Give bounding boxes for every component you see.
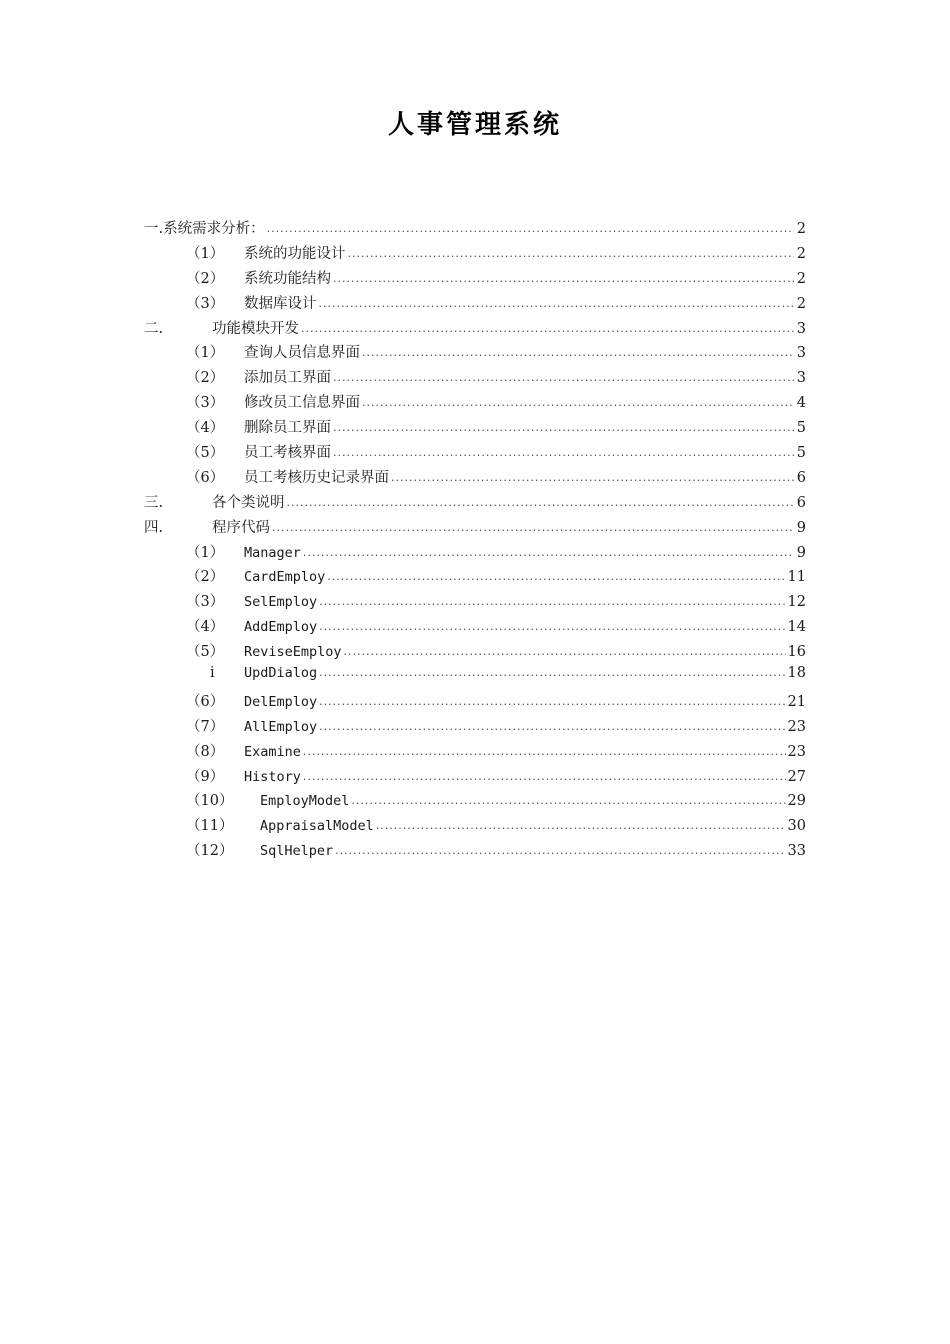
toc-entry[interactable] — [144, 640, 806, 665]
toc-label: 员工考核界面 — [244, 445, 331, 462]
toc-page-number: 23 — [787, 718, 806, 735]
toc-page-number: 12 — [787, 594, 806, 611]
toc-number: （9） — [186, 768, 225, 785]
toc-leader — [327, 570, 785, 583]
toc-number: （2） — [186, 370, 225, 387]
toc-entry[interactable] — [144, 541, 806, 566]
toc-entry[interactable] — [144, 267, 806, 292]
toc-page-number: 5 — [796, 420, 806, 437]
toc-entry[interactable] — [144, 317, 806, 342]
toc-leader — [333, 446, 794, 459]
toc-leader — [333, 272, 794, 285]
toc-leader — [303, 745, 786, 758]
toc-leader — [344, 645, 786, 658]
toc-number: 二. — [144, 320, 164, 337]
toc-label: Manager — [244, 544, 301, 561]
toc-label: 删除员工界面 — [244, 420, 331, 437]
toc-entry[interactable] — [144, 565, 806, 590]
toc-page-number: 4 — [796, 395, 806, 412]
toc-leader — [319, 695, 785, 708]
toc-number: 四. — [144, 519, 164, 536]
toc-page-number: 33 — [787, 843, 806, 860]
toc-leader — [303, 546, 794, 559]
toc-leader — [319, 297, 795, 310]
toc-page-number: 3 — [796, 320, 806, 337]
toc-entry[interactable] — [144, 690, 806, 715]
toc-page-number: 9 — [796, 544, 806, 561]
toc-entry[interactable] — [144, 765, 806, 790]
toc-label: Examine — [244, 743, 301, 760]
toc-page-number: 16 — [787, 644, 806, 661]
toc-number: （1） — [186, 544, 225, 561]
toc-number: （5） — [186, 644, 225, 661]
toc-page-number: 3 — [796, 345, 806, 362]
toc-page-number: 27 — [787, 768, 806, 785]
toc-entry[interactable] — [144, 665, 806, 690]
toc-entry[interactable] — [144, 491, 806, 516]
toc-page-number: 6 — [796, 469, 806, 486]
toc-page-number: 14 — [787, 619, 806, 636]
toc-leader — [376, 819, 786, 832]
toc-entry[interactable] — [144, 341, 806, 366]
toc-page-number: 2 — [796, 245, 806, 262]
toc-entry[interactable] — [144, 839, 806, 864]
toc-page-number: 29 — [787, 793, 806, 810]
toc-label: UpdDialog — [244, 665, 318, 682]
toc-label: 各个类说明 — [212, 494, 285, 511]
toc-entry[interactable] — [144, 366, 806, 391]
toc-number: （3） — [186, 594, 225, 611]
toc-label: 系统的功能设计 — [244, 245, 346, 262]
toc-number: （2） — [186, 569, 225, 586]
toc-leader — [319, 720, 785, 733]
toc-number: （1） — [186, 245, 225, 262]
toc-entry[interactable] — [144, 590, 806, 615]
toc-page-number: 18 — [787, 665, 806, 682]
toc-leader — [348, 247, 795, 260]
toc-leader — [335, 844, 785, 857]
toc-entry[interactable] — [144, 441, 806, 466]
toc-label: AddEmploy — [244, 619, 318, 636]
toc-entry[interactable] — [144, 242, 806, 267]
toc-number: （2） — [186, 270, 225, 287]
toc-number: （10） — [186, 793, 234, 810]
toc-label: 员工考核历史记录界面 — [244, 469, 389, 486]
toc-label: History — [244, 768, 301, 785]
toc-label: 查询人员信息界面 — [244, 345, 360, 362]
toc-page-number: 9 — [796, 519, 806, 536]
toc-entry[interactable] — [144, 715, 806, 740]
toc-entry[interactable] — [144, 516, 806, 541]
toc-label: DelEmploy — [244, 693, 318, 710]
toc-label: SqlHelper — [260, 843, 334, 860]
toc-number: （3） — [186, 295, 225, 312]
toc-number: （4） — [186, 619, 225, 636]
toc-number: （8） — [186, 743, 225, 760]
toc-leader — [319, 620, 785, 633]
toc-number: （7） — [186, 718, 225, 735]
toc-label: 系统需求分析： — [163, 221, 265, 237]
toc-leader — [391, 471, 794, 484]
toc-label: 数据库设计 — [244, 295, 317, 312]
toc-entry[interactable] — [144, 740, 806, 765]
toc-leader — [301, 322, 794, 335]
toc-page-number: 3 — [796, 370, 806, 387]
toc-label: 功能模块开发 — [212, 320, 299, 337]
document-title: 人事管理系统 — [387, 110, 562, 140]
table-of-contents — [144, 217, 806, 864]
toc-entry[interactable] — [144, 615, 806, 640]
toc-label: 修改员工信息界面 — [244, 395, 360, 412]
toc-number: （5） — [186, 445, 225, 462]
toc-number: 三. — [144, 494, 164, 511]
toc-label: EmployModel — [260, 793, 350, 810]
toc-page-number: 11 — [787, 569, 806, 586]
toc-number: （3） — [186, 395, 225, 412]
toc-number: （1） — [186, 345, 225, 362]
toc-leader — [303, 770, 786, 783]
toc-leader — [319, 595, 785, 608]
toc-label: SelEmploy — [244, 594, 318, 611]
toc-leader — [351, 794, 785, 807]
toc-entry[interactable] — [144, 292, 806, 317]
toc-entry[interactable] — [144, 466, 806, 491]
toc-entry[interactable] — [144, 789, 806, 814]
toc-leader — [319, 666, 785, 679]
toc-page-number: 5 — [796, 445, 806, 462]
toc-number: （4） — [186, 420, 225, 437]
toc-entry[interactable] — [144, 217, 806, 242]
toc-number: （6） — [186, 693, 225, 710]
toc-page-number: 2 — [796, 221, 806, 237]
toc-leader — [333, 371, 794, 384]
toc-label: 程序代码 — [212, 519, 270, 536]
toc-label: 添加员工界面 — [244, 370, 331, 387]
toc-label: AllEmploy — [244, 718, 318, 735]
toc-label: ReviseEmploy — [244, 644, 342, 661]
toc-number: i — [210, 665, 215, 682]
toc-leader — [333, 421, 794, 434]
toc-leader — [267, 222, 794, 235]
toc-number: （12） — [186, 843, 234, 860]
toc-label: CardEmploy — [244, 569, 326, 586]
toc-number: 一. — [144, 221, 164, 237]
toc-leader — [272, 521, 794, 534]
toc-leader — [362, 396, 794, 409]
toc-page-number: 6 — [796, 494, 806, 511]
toc-number: （6） — [186, 469, 225, 486]
toc-page-number: 21 — [787, 693, 806, 710]
toc-page-number: 30 — [787, 818, 806, 835]
toc-leader — [362, 346, 794, 359]
toc-leader — [287, 496, 795, 509]
toc-entry[interactable] — [144, 814, 806, 839]
toc-entry[interactable] — [144, 391, 806, 416]
toc-entry[interactable] — [144, 416, 806, 441]
toc-page-number: 2 — [796, 270, 806, 287]
toc-number: （11） — [186, 818, 234, 835]
toc-label: 系统功能结构 — [244, 270, 331, 287]
toc-label: AppraisalModel — [260, 818, 374, 835]
toc-page-number: 2 — [796, 295, 806, 312]
toc-page-number: 23 — [787, 743, 806, 760]
